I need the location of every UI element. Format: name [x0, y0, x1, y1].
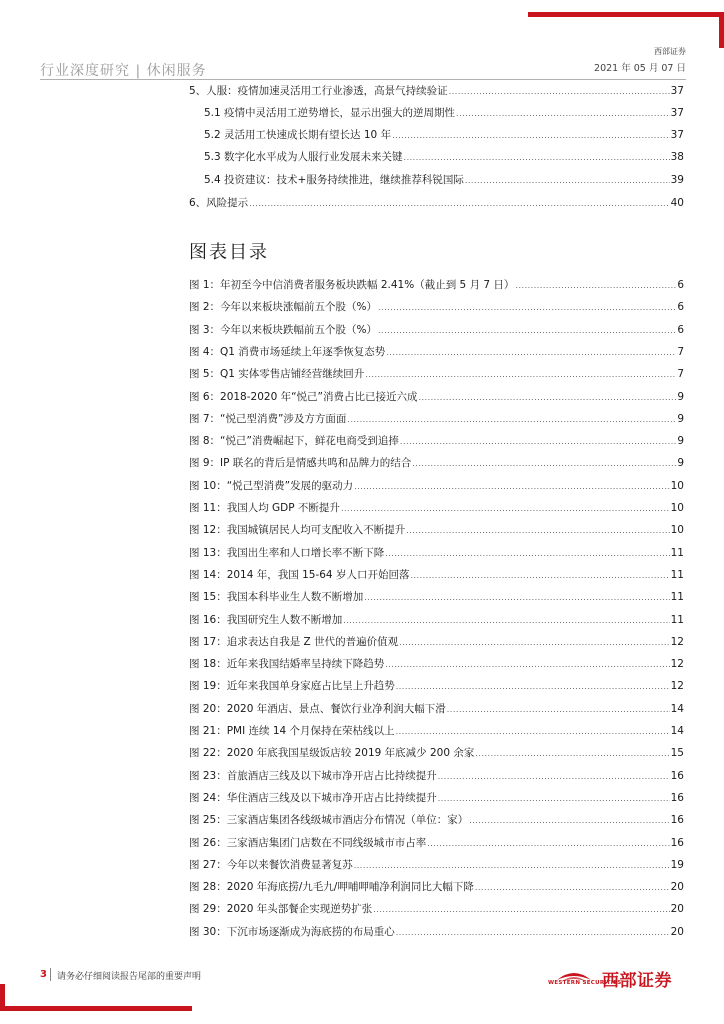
figure-entry[interactable]	[189, 590, 684, 605]
figure-entry[interactable]	[189, 412, 684, 427]
figure-title: 图 19：近年来我国单身家庭占比呈上升趋势	[189, 680, 395, 693]
dot-leader	[354, 859, 670, 873]
figure-title: 图 5：Q1 实体零售店铺经营继续回升	[189, 368, 365, 381]
figure-entry[interactable]	[189, 300, 684, 315]
figure-page-number: 20	[670, 881, 684, 894]
figure-page-number: 12	[670, 658, 684, 671]
dot-leader	[396, 926, 670, 940]
figure-entry[interactable]	[189, 523, 684, 538]
figure-title: 图 20：2020 年酒店、景点、餐饮行业净利润大幅下滑	[189, 702, 446, 715]
dot-leader	[456, 107, 670, 121]
toc-entry[interactable]	[189, 196, 684, 211]
dot-leader	[404, 151, 670, 165]
figure-entry[interactable]	[189, 679, 684, 694]
figure-title: 图 8：“悦己”消费崛起下，鲜花电商受到追捧	[189, 435, 399, 448]
figure-entry[interactable]	[189, 501, 684, 516]
dot-leader	[449, 85, 670, 99]
figure-title: 图 10：“悦己型消费”发展的驱动力	[189, 479, 354, 492]
dot-leader	[400, 435, 676, 449]
dot-leader	[396, 725, 670, 739]
dot-leader	[249, 197, 669, 211]
figure-page-number: 14	[670, 725, 684, 737]
figure-entry[interactable]	[189, 546, 684, 561]
corner-accent-bottom-h	[0, 1006, 192, 1011]
figure-entry[interactable]	[189, 902, 684, 917]
dot-leader	[347, 413, 676, 427]
figure-page-number: 10	[670, 502, 684, 514]
dot-leader	[412, 457, 676, 471]
figure-entry[interactable]	[189, 813, 684, 828]
toc-entry[interactable]	[204, 106, 684, 121]
toc-entry[interactable]	[204, 128, 684, 143]
toc-page-number: 37	[670, 107, 684, 119]
figure-entry[interactable]	[189, 746, 684, 761]
figure-title: 图 18：近年来我国结婚率呈持续下降趋势	[189, 658, 385, 671]
dot-leader	[396, 680, 670, 694]
corner-accent-bottom-v	[0, 984, 5, 1011]
figure-page-number: 6	[677, 279, 684, 291]
toc-entry[interactable]	[204, 150, 684, 165]
toc-page-number: 39	[670, 174, 684, 186]
toc-title: 5.1 疫情中灵活用工逆势增长，显示出强大的逆周期性	[204, 107, 456, 119]
dot-leader	[385, 547, 669, 561]
toc-page-number: 40	[670, 197, 684, 209]
dot-leader	[364, 591, 669, 605]
figure-title: 图 24：华住酒店三线及以下城市净开店占比持续提升	[189, 791, 437, 804]
dot-leader	[438, 770, 670, 784]
toc-entry[interactable]	[189, 84, 684, 99]
dot-leader	[373, 903, 669, 917]
toc-title: 5.2 灵活用工快速成长期有望长达 10 年	[204, 129, 392, 141]
figure-title: 图 4：Q1 消费市场延续上年逐季恢复态势	[189, 345, 386, 358]
figure-entry[interactable]	[189, 278, 684, 293]
figure-entry[interactable]	[189, 769, 684, 784]
figure-entry[interactable]	[189, 568, 684, 583]
dot-leader	[475, 881, 670, 895]
figure-title: 图 17：追求表达自我是 Z 世代的普遍价值观	[189, 635, 399, 648]
figure-page-number: 11	[670, 591, 684, 604]
figure-page-number: 20	[670, 903, 684, 916]
dot-leader	[515, 279, 676, 293]
figure-entry[interactable]	[189, 702, 684, 717]
figure-title: 图 21：PMI 连续 14 个月保持在荣枯线以上	[189, 725, 395, 737]
figure-entry[interactable]	[189, 456, 684, 471]
figure-title: 图 11：我国人均 GDP 不断提升	[189, 502, 340, 514]
footer-disclaimer: 请务必仔细阅读报告尾部的重要声明	[57, 972, 202, 982]
figure-entry[interactable]	[189, 657, 684, 672]
figure-title: 图 2：今年以来板块涨幅前五个股（%）	[189, 301, 377, 314]
figure-page-number: 10	[670, 524, 684, 537]
corner-accent-top-h	[528, 12, 724, 17]
figure-page-number: 9	[677, 412, 684, 425]
figure-page-number: 11	[670, 546, 684, 559]
toc-page-number: 37	[670, 85, 684, 97]
figure-page-number: 16	[670, 769, 684, 782]
toc-entry[interactable]	[204, 173, 684, 188]
report-category: 行业深度研究 | 休闲服务	[40, 63, 207, 79]
figure-entry[interactable]	[189, 791, 684, 806]
dot-leader	[399, 636, 670, 650]
figure-entry[interactable]	[189, 367, 684, 382]
dot-leader	[378, 324, 676, 338]
dot-leader	[343, 614, 669, 628]
figure-entry[interactable]	[189, 434, 684, 449]
dot-leader	[392, 129, 670, 143]
header-brand: 西部证券	[654, 47, 686, 56]
figure-title: 图 26：三家酒店集团门店数在不同线级城市市占率	[189, 836, 427, 849]
figure-page-number: 16	[670, 814, 684, 827]
report-date: 2021 年 05 月 07 日	[594, 63, 686, 74]
figure-title: 图 6：2018-2020 年“悦己”消费占比已接近六成	[189, 390, 418, 403]
dot-leader	[427, 837, 669, 851]
dot-leader	[465, 174, 670, 188]
figure-page-number: 20	[670, 925, 684, 938]
figure-entry[interactable]	[189, 925, 684, 940]
toc-title: 5、人服：疫情加速灵活用工行业渗透，高景气持续验证	[189, 85, 448, 97]
footer-separator	[50, 968, 51, 981]
toc-title: 6、风险提示	[189, 197, 249, 209]
figure-entry[interactable]	[189, 635, 684, 650]
dot-leader	[365, 368, 676, 382]
dot-leader	[475, 747, 669, 761]
logo-chinese: 西部证券	[602, 971, 672, 991]
figure-page-number: 14	[670, 702, 684, 715]
figure-title: 图 15：我国本科毕业生人数不断增加	[189, 591, 364, 604]
figure-page-number: 6	[677, 323, 684, 336]
dot-leader	[410, 569, 669, 583]
figure-entry[interactable]	[189, 836, 684, 851]
figure-page-number: 19	[670, 858, 684, 871]
dot-leader	[378, 301, 676, 315]
figure-title: 图 30：下沉市场逐渐成为海底捞的布局重心	[189, 925, 395, 938]
dot-leader	[438, 792, 670, 806]
figure-title: 图 7：“悦己型消费”涉及方方面面	[189, 412, 347, 425]
dot-leader	[386, 346, 676, 360]
dot-leader	[341, 502, 670, 516]
dot-leader	[354, 480, 670, 494]
figure-page-number: 7	[677, 368, 684, 381]
figure-page-number: 10	[670, 479, 684, 492]
figure-page-number: 7	[677, 345, 684, 358]
figure-title: 图 28：2020 年海底捞/九毛九/呷哺呷哺净利润同比大幅下降	[189, 881, 474, 894]
figure-entry[interactable]	[189, 479, 684, 494]
figure-page-number: 9	[677, 435, 684, 448]
figure-page-number: 9	[677, 457, 684, 470]
figure-title: 图 27：今年以来餐饮消费显著复苏	[189, 858, 353, 871]
dot-leader	[447, 703, 670, 717]
figure-entry[interactable]	[189, 613, 684, 628]
figure-entry[interactable]	[189, 345, 684, 360]
figure-page-number: 11	[670, 568, 684, 581]
dot-leader	[418, 391, 676, 405]
figure-page-number: 12	[670, 635, 684, 648]
figure-title: 图 16：我国研究生人数不断增加	[189, 613, 343, 626]
toc-title: 5.3 数字化水平成为人服行业发展未来关键	[204, 151, 403, 163]
figure-page-number: 15	[670, 747, 684, 760]
figure-page-number: 9	[677, 390, 684, 403]
figure-entry[interactable]	[189, 724, 684, 739]
corner-accent-top-v	[719, 12, 724, 48]
toc-page-number: 38	[670, 151, 684, 163]
figure-entry[interactable]	[189, 323, 684, 338]
figure-title: 图 1：年初至今中信消费者服务板块跌幅 2.41%（截止到 5 月 7 日）	[189, 279, 515, 291]
toc-page-number: 37	[670, 129, 684, 141]
figure-title: 图 23：首旅酒店三线及以下城市净开店占比持续提升	[189, 769, 437, 782]
figure-page-number: 16	[670, 791, 684, 804]
figure-title: 图 3：今年以来板块跌幅前五个股（%）	[189, 323, 377, 336]
dot-leader	[406, 524, 669, 538]
figure-title: 图 12：我国城镇居民人均可支配收入不断提升	[189, 524, 406, 537]
header-divider	[40, 79, 686, 80]
figure-title: 图 25：三家酒店集团各线级城市酒店分布情况（单位：家）	[189, 814, 469, 827]
figure-title: 图 22：2020 年底我国星级饭店较 2019 年底减少 200 余家	[189, 747, 475, 760]
figure-title: 图 9：IP 联名的背后是情感共鸣和品牌力的结合	[189, 457, 412, 470]
figure-title: 图 13：我国出生率和人口增长率不断下降	[189, 546, 385, 559]
figure-page-number: 6	[677, 301, 684, 314]
figure-entry[interactable]	[189, 390, 684, 405]
figure-title: 图 14：2014 年，我国 15-64 岁人口开始回落	[189, 568, 410, 581]
figure-page-number: 11	[670, 613, 684, 626]
dot-leader	[385, 658, 669, 672]
figures-section-title: 图表目录	[189, 242, 269, 263]
figure-entry[interactable]	[189, 858, 684, 873]
logo-english: WESTERN SECURITIES	[548, 980, 622, 986]
figure-title: 图 29：2020 年头部餐企实现逆势扩张	[189, 903, 373, 916]
figure-page-number: 12	[670, 680, 684, 693]
figure-page-number: 16	[670, 836, 684, 849]
dot-leader	[469, 814, 669, 828]
toc-title: 5.4 投资建议：技术+服务持续推进，继续推荐科锐国际	[204, 174, 464, 186]
figure-entry[interactable]	[189, 880, 684, 895]
page-number: 3	[40, 969, 47, 980]
